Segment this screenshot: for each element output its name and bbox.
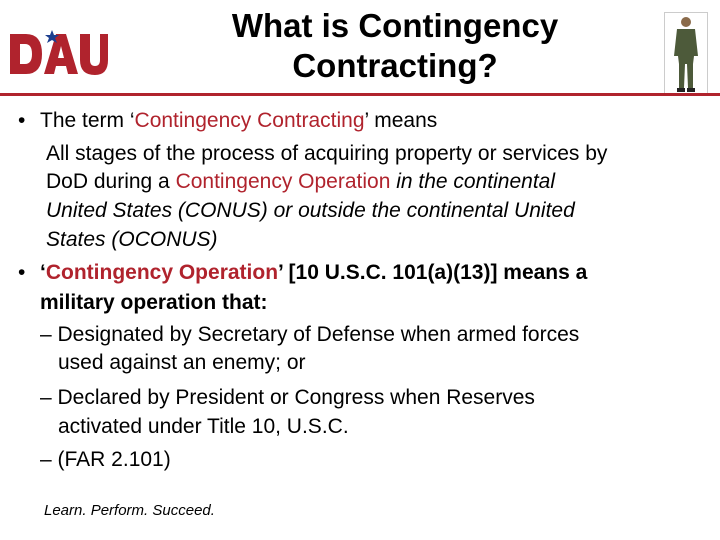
soldier-figure (664, 12, 708, 96)
header-divider (0, 93, 720, 96)
bullet2-line2: military operation that: (40, 291, 268, 314)
bullet-marker: • (18, 109, 26, 132)
bullet1-term: Contingency Contracting (134, 109, 365, 132)
bullet2-term: Contingency Operation (45, 261, 279, 284)
sub-bullet-1-line1: – Designated by Secretary of Defense when armed forces (40, 323, 580, 346)
bullet1-line2-a: DoD during a (46, 170, 176, 193)
bullet1-line3: United States (CONUS) or outside the continental United (46, 199, 575, 222)
sub-bullet-1-line2: used against an enemy; or (58, 351, 306, 374)
bullet2-suffix: ’ [10 U.S.C. 101(a)(13)] means a (278, 261, 588, 284)
bullet1-suffix: ’ means (364, 109, 438, 132)
title-line-1: What is Contingency (231, 7, 559, 44)
sub-bullet-2-line1: – Declared by President or Congress when Reserves (40, 386, 535, 409)
footer-tagline: Learn. Perform. Succeed. (44, 502, 215, 519)
bullet1-line2-b: in the continental (390, 170, 556, 193)
bullet1-line4: States (OCONUS) (46, 228, 218, 251)
title-line-2: Contracting? (292, 47, 498, 84)
page-title (185, 6, 605, 86)
bullet2-prefix: ‘ (40, 261, 46, 284)
sub-bullet-3: – (FAR 2.101) (40, 448, 171, 471)
bullet1-line2-term: Contingency Operation (175, 170, 391, 193)
bullet1-heading (40, 108, 437, 134)
dau-logo (6, 28, 110, 80)
sub-bullet-2-line2: activated under Title 10, U.S.C. (58, 415, 349, 438)
bullet-marker: • (18, 261, 26, 284)
bullet1-line2 (46, 169, 555, 195)
bullet2-heading (40, 260, 587, 286)
bullet1-prefix: The term ‘ (40, 109, 135, 132)
bullet1-line1: All stages of the process of acquiring property or services by (46, 142, 608, 165)
